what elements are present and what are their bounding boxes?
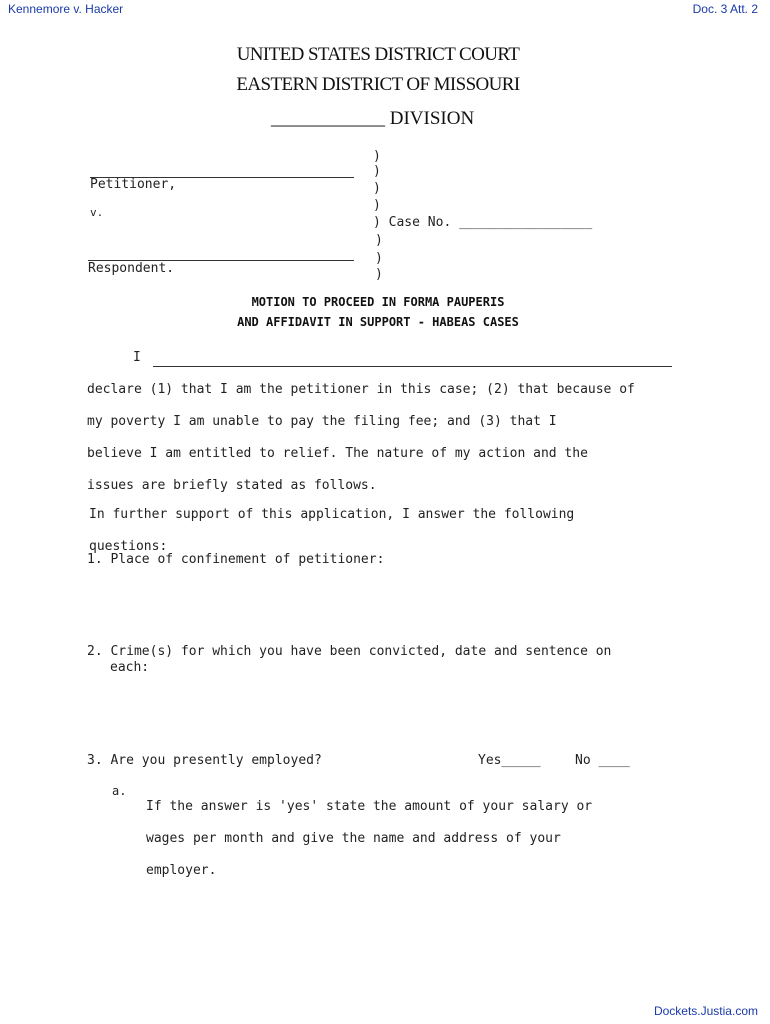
question-1: 1. Place of confinement of petitioner: <box>87 552 385 567</box>
declaration-line: believe I am entitled to relief. The nature of my action and the <box>87 446 588 461</box>
declarant-label: I <box>133 350 141 365</box>
petitioner-label: Petitioner, <box>90 177 177 192</box>
employed-yes-field: Yes_____ <box>478 753 541 768</box>
document-number-link[interactable]: Doc. 3 Att. 2 <box>692 2 758 16</box>
district-name: EASTERN DISTRICT OF MISSOURI <box>236 74 520 95</box>
motion-title-line2: AND AFFIDAVIT IN SUPPORT - HABEAS CASES <box>237 315 519 329</box>
question-3a-line: wages per month and give the name and address of your <box>146 831 561 846</box>
caption-paren: ) <box>373 181 381 196</box>
question-3a-text <box>146 783 592 895</box>
caption-paren: ) <box>375 251 383 266</box>
caption-paren: ) <box>373 149 381 164</box>
declaration-line: my poverty I am unable to pay the filing fee; and (3) that I <box>87 414 557 429</box>
question-2: 2. Crime(s) for which you have been convicted, date and sentence on <box>87 644 612 659</box>
caption-paren: ) <box>373 198 381 213</box>
respondent-label: Respondent. <box>88 261 175 276</box>
declaration-paragraph <box>87 366 635 510</box>
caption-paren: ) <box>373 164 381 179</box>
support-line: questions: <box>89 539 168 554</box>
question-3a-line: If the answer is 'yes' state the amount of your salary or <box>146 799 593 814</box>
declaration-line: declare (1) that I am the petitioner in this case; (2) that because of <box>87 382 635 397</box>
question-3: 3. Are you presently employed? <box>87 753 322 768</box>
case-title-link[interactable]: Kennemore v. Hacker <box>8 2 124 16</box>
support-line: In further support of this application, I answer the following <box>89 507 575 522</box>
court-name: UNITED STATES DISTRICT COURT <box>236 44 520 65</box>
declaration-line: issues are briefly stated as follows. <box>87 478 377 493</box>
employed-no-field: No ____ <box>575 753 630 768</box>
versus-label: v. <box>90 206 104 219</box>
division-line: ____________ DIVISION <box>271 108 475 129</box>
motion-title-line1: MOTION TO PROCEED IN FORMA PAUPERIS <box>251 295 505 309</box>
question-2-continuation: each: <box>110 660 150 675</box>
case-number-field: ) Case No. _________________ <box>373 215 593 230</box>
justia-dockets-link[interactable]: Dockets.Justia.com <box>653 1004 758 1018</box>
caption-paren: ) <box>375 267 383 282</box>
question-3a-label: a. <box>112 784 127 798</box>
question-3a-line: employer. <box>146 863 217 878</box>
caption-paren: ) <box>375 233 383 248</box>
